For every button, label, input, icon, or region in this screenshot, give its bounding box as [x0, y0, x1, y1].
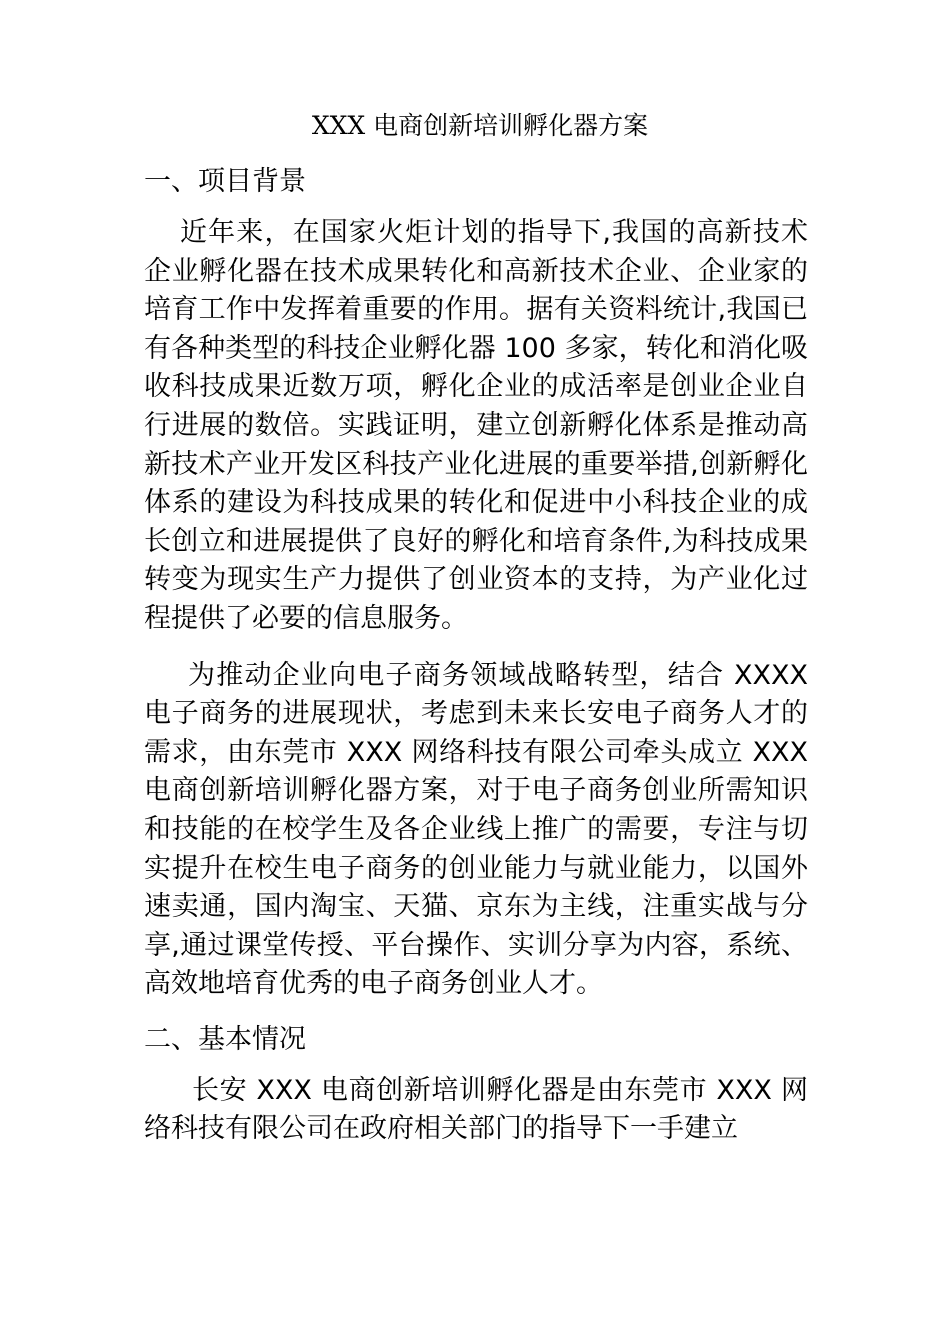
basic-info-paragraph-1: 长安 XXX 电商创新培训孵化器是由东莞市 XXX 网络科技有限公司在政府相关部门的指导下一手建立	[144, 1074, 808, 1145]
section-heading-background: 一、项目背景	[144, 166, 306, 197]
background-paragraph-1: 近年来，在国家火炬计划的指导下,我国的高新技术企业孵化器在技术成果转化和高新技术企业、企业家的培育工作中发挥着重要的作用。据有关资料统计,我国已有各种类型的科技企业孵化器 100 多家，转化和消化吸收科技成果近数万项，孵化企业的成活率是创业企业自行进展的数倍。实践证明，建立创新孵化体系是推动高新技术产业开发区科技产业化进展的重要举措,创新孵化体系的建设为科技成果的转化和促进中小科技企业的成长创立和进展提供了良好的孵化和培育条件,为科技成果转变为现实生产力提供了创业资本的支持，为产业化过程提供了必要的信息服务。	[144, 217, 808, 634]
document-title: XXX 电商创新培训孵化器方案	[311, 111, 649, 140]
section-heading-basic-info: 二、基本情况	[144, 1023, 306, 1055]
document-page	[144, 110, 808, 1167]
background-paragraph-2: 为推动企业向电子商务领域战略转型，结合 XXXX 电子商务的进展现状，考虑到未来长安电子商务人才的需求，由东莞市 XXX 网络科技有限公司牵头成立 XXX 电商创新培训孵化器方案，对于电子商务创业所需知识和技能的在校学生及各企业线上推广的需要，专注与切实提升在校生电子商务的创业能力与就业能力，以国外速卖通，国内淘宝、天猫、京东为主线，注重实战与分享,通过课堂传授、平台操作、实训分享为内容，系统、高效地培育优秀的电子商务创业人才。	[144, 659, 808, 1000]
